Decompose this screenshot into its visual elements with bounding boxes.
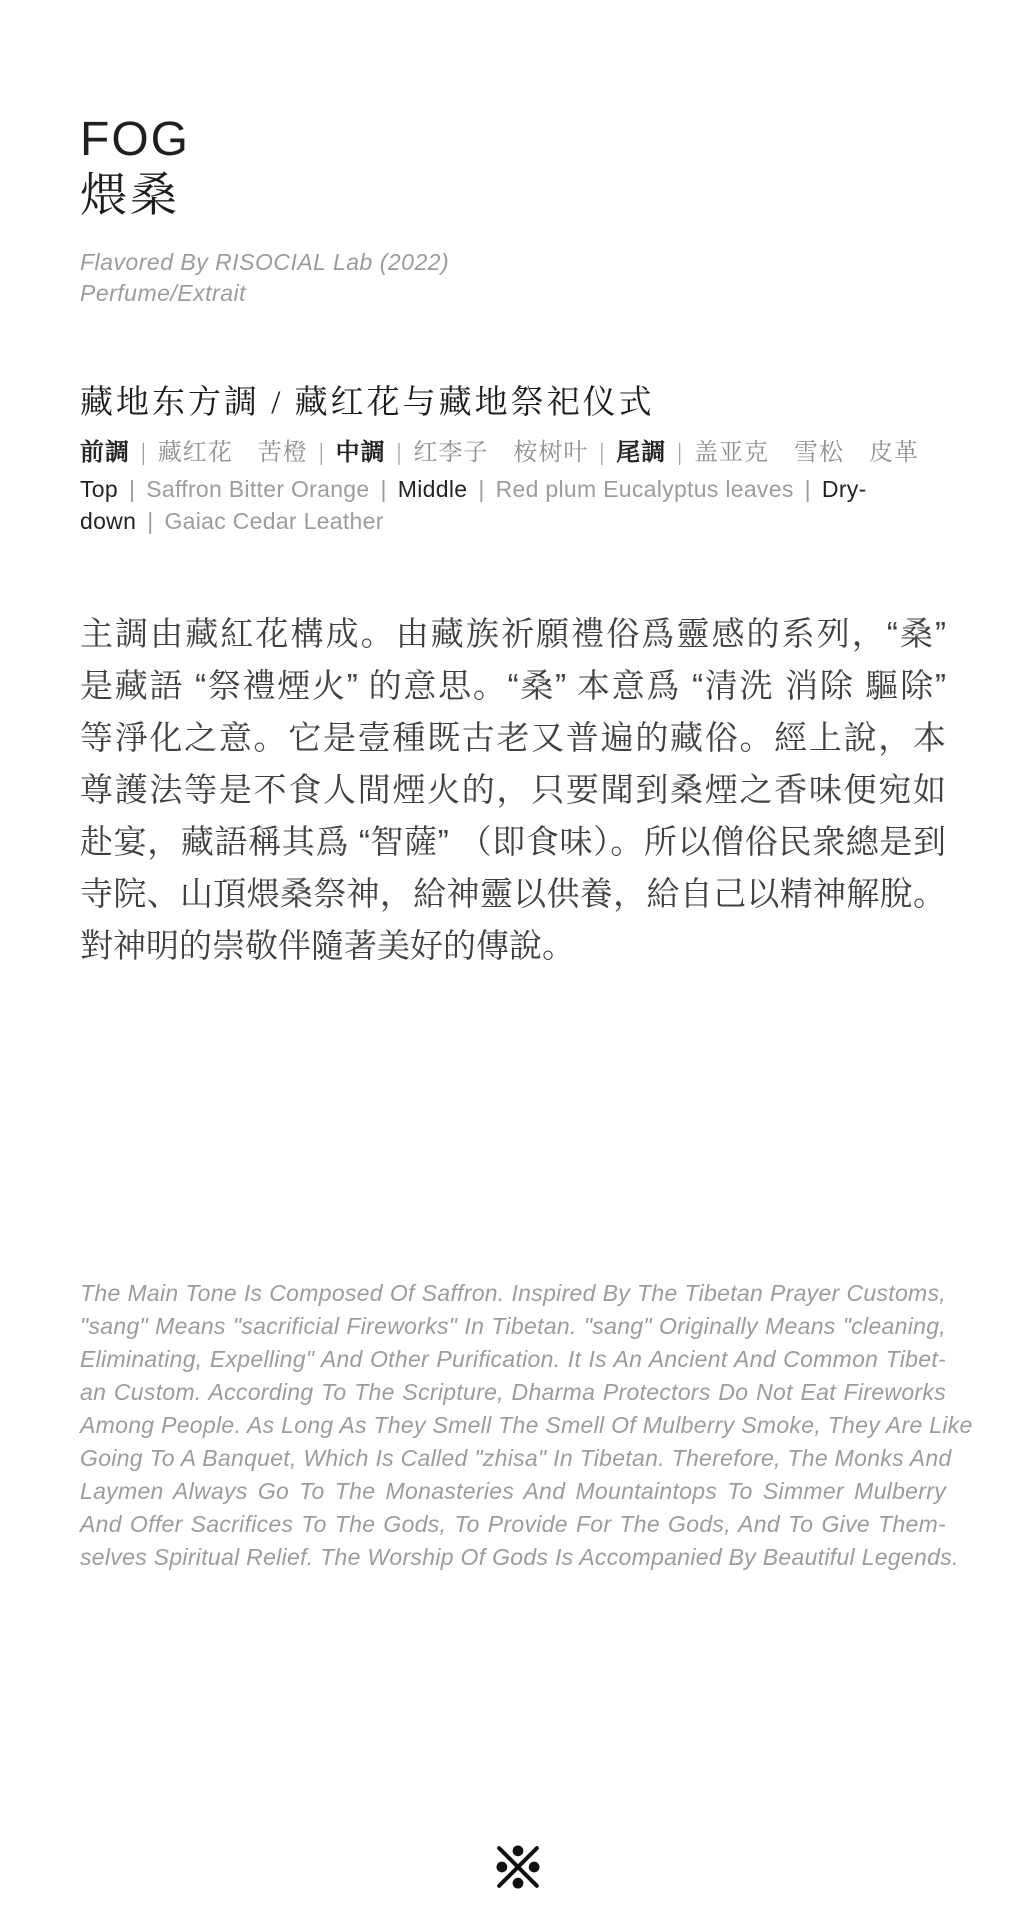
description-cn-line: 等淨化之意。它是壹種既古老又普遍的藏俗。經上說，本 — [80, 719, 946, 756]
credit-block — [80, 247, 946, 309]
description-en-line: Eliminating, Expelling" And Other Purification. It Is An Ancient And Common Tibet- — [80, 1346, 946, 1372]
description-cn-line: 赴宴，藏語稱其爲 “智薩” （即食味）。所以僧俗民衆總是到 — [80, 823, 946, 860]
description-en — [80, 1277, 973, 1574]
note-names-middle-en: Red plum Eucalyptus leaves — [495, 476, 794, 502]
scent-family-heading: 藏地东方調 / 藏红花与藏地祭祀仪式 — [80, 385, 655, 421]
note-names-base-cn: 盖亚克 雪松 皮革 — [694, 440, 920, 466]
description-en-line: selves Spiritual Relief. The Worship Of Gods Is Accompanied By Beautiful Legends. — [80, 1544, 959, 1570]
note-separator: | — [147, 508, 154, 534]
note-separator: | — [478, 476, 485, 502]
note-names-middle-cn: 红李子 桉树叶 — [413, 440, 589, 466]
note-label-middle-cn: 中調 — [335, 440, 386, 466]
brand-credit: Flavored By RISOCIAL Lab (2022) — [80, 249, 450, 275]
product-title-en: FOG — [80, 113, 190, 166]
notes-line-en — [80, 473, 946, 537]
note-separator: | — [599, 440, 606, 466]
description-cn-line: 對神明的崇敬伴隨著美好的傳說。 — [80, 927, 575, 964]
description-en-line: "sang" Means "sacrificial Fireworks" In Tibetan. "sang" Originally Means "cleaning, — [80, 1313, 946, 1339]
note-separator: | — [396, 440, 403, 466]
description-cn-line: 是藏語 “祭禮煙火” 的意思。“桑” 本意爲 “清洗 消除 驅除” — [80, 667, 946, 704]
footer-mark — [492, 1841, 544, 1893]
description-en-line: The Main Tone Is Composed Of Saffron. Inspired By The Tibetan Prayer Customs, — [80, 1280, 946, 1306]
note-separator: | — [677, 440, 684, 466]
note-separator: | — [380, 476, 387, 502]
product-title-cn: 煨桑 — [80, 168, 180, 221]
note-names-top-cn: 藏红花 苦橙 — [157, 440, 308, 466]
note-label-base-cn: 尾調 — [616, 440, 667, 466]
note-separator: | — [318, 440, 325, 466]
description-cn-line: 尊護法等是不食人間煙火的，只要聞到桑煙之香味便宛如 — [80, 771, 946, 808]
product-type: Perfume/Extrait — [80, 280, 246, 306]
description-en-line: Going To A Banquet, Which Is Called "zhisa" In Tibetan. Therefore, The Monks And — [80, 1445, 952, 1471]
description-cn-line: 寺院、山頂煨桑祭神，給神靈以供養，給自己以精神解脫。 — [80, 875, 946, 912]
note-names-drydown-en: Gaiac Cedar Leather — [164, 508, 384, 534]
note-label-top-en: Top — [80, 476, 118, 502]
description-en-line: Laymen Always Go To The Monasteries And Mountaintops To Simmer Mulberry — [80, 1478, 946, 1504]
note-label-middle-en: Middle — [397, 476, 468, 502]
description-en-line: And Offer Sacrifices To The Gods, To Provide For The Gods, And To Give Them- — [80, 1511, 946, 1537]
note-separator: | — [141, 440, 147, 466]
reference-mark-icon — [492, 1841, 544, 1893]
note-label-drydown-en: Dry-down — [80, 476, 867, 534]
note-separator: | — [128, 476, 136, 502]
notes-line-cn — [80, 436, 946, 470]
description-en-line: Among People. As Long As They Smell The Smell Of Mulberry Smoke, They Are Like — [80, 1412, 973, 1438]
note-separator: | — [804, 476, 811, 502]
description-en-line: an Custom. According To The Scripture, Dharma Protectors Do Not Eat Fireworks — [80, 1379, 946, 1405]
note-names-top-en: Saffron Bitter Orange — [146, 476, 370, 502]
note-label-top-cn: 前調 — [80, 440, 130, 466]
description-cn — [80, 608, 946, 972]
title-block — [80, 112, 946, 222]
description-cn-line: 主調由藏紅花構成。由藏族祈願禮俗爲靈感的系列，“桑” — [80, 615, 946, 652]
